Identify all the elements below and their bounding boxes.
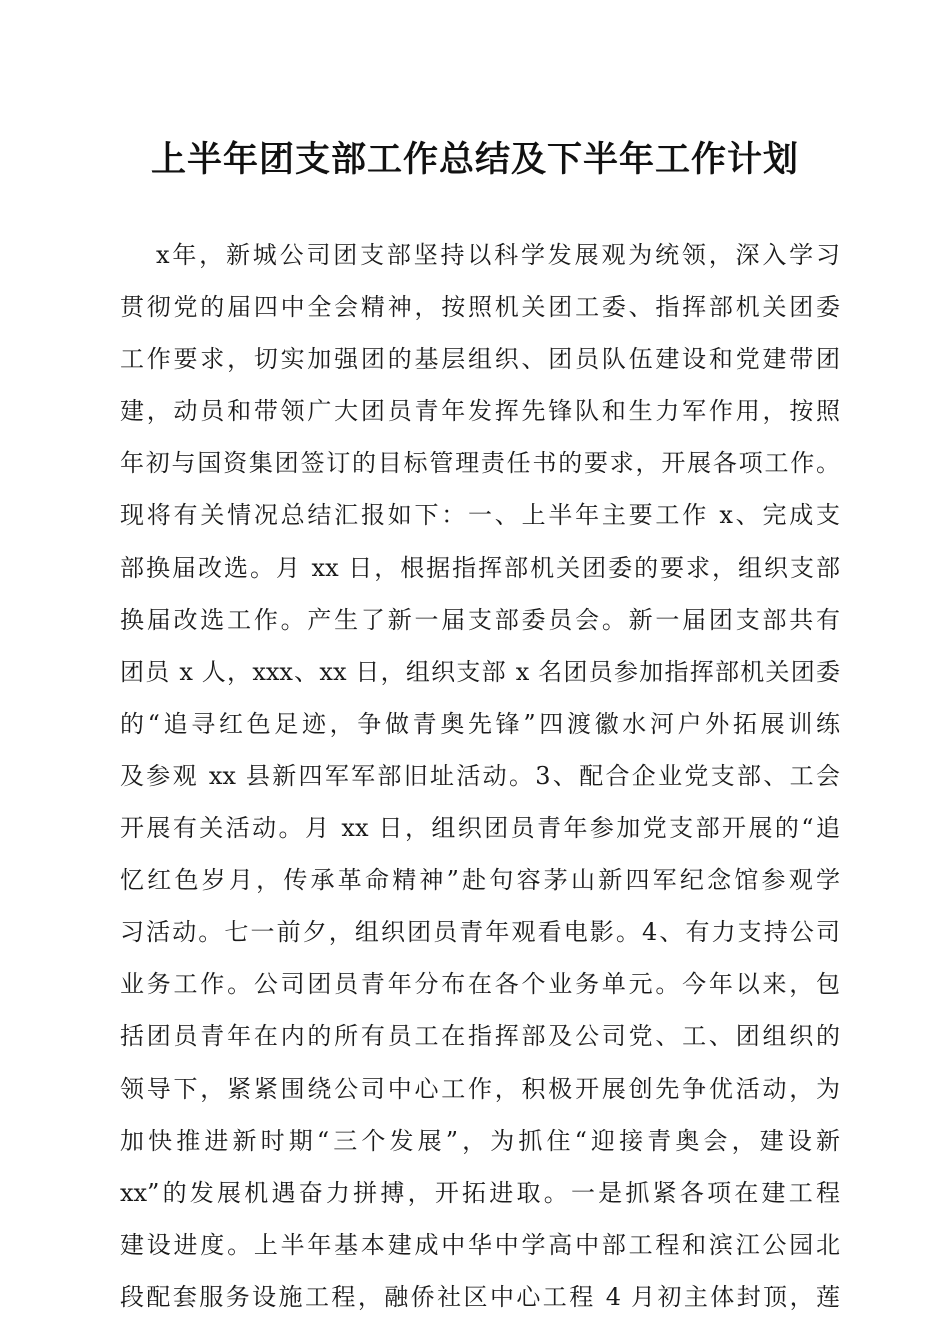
text-line: 现将有关情况总结汇报如下：一、上半年主要工作 x、完成支 [120,501,840,530]
text-line: xx”的发展机遇奋力拼搏，开拓进取。一是抓紧各项在建工程 [120,1178,840,1207]
text-line: 业务工作。公司团员青年分布在各个业务单元。今年以来，包 [120,970,840,999]
text-line: 贯彻党的届四中全会精神，按照机关团工委、指挥部机关团委 [120,293,840,322]
text-line: 忆红色岁月，传承革命精神”赴句容茅山新四军纪念馆参观学 [120,866,840,895]
text-line: 换届改选工作。产生了新一届支部委员会。新一届团支部共有 [120,605,840,634]
text-line: 括团员青年在内的所有员工在指挥部及公司党、工、团组织的 [120,1022,840,1051]
text-line: 加快推进新时期“三个发展”，为抓住“迎接青奥会，建设新 [120,1126,840,1155]
text-line: 开展有关活动。月 xx 日，组织团员青年参加党支部开展的“追 [120,814,840,843]
text-line: 的“追寻红色足迹，争做青奥先锋”四渡徽水河户外拓展训练 [120,709,840,738]
text-line: 及参观 xx 县新四军军部旧址活动。3、配合企业党支部、工会 [120,761,840,790]
text-line: 建，动员和带领广大团员青年发挥先锋队和生力军作用，按照 [120,397,840,426]
text-line: 团员 x 人，xxx、xx 日，组织支部 x 名团员参加指挥部机关团委 [120,657,840,686]
body-paragraph [120,229,840,1323]
text-line: 领导下，紧紧围绕公司中心工作，积极开展创先争优活动，为 [120,1074,840,1103]
document-title: 上半年团支部工作总结及下半年工作计划 [150,139,799,180]
text-line: 部换届改选。月 xx 日，根据指挥部机关团委的要求，组织支部 [120,553,840,582]
text-line: x年，新城公司团支部坚持以科学发展观为统领，深入学习 [156,241,840,269]
text-line: 建设进度。上半年基本建成中华中学高中部工程和滨江公园北 [120,1230,840,1259]
text-line: 工作要求，切实加强团的基层组织、团员队伍建设和党建带团 [120,345,840,374]
text-line: 年初与国资集团签订的目标管理责任书的要求，开展各项工作。 [120,449,840,478]
text-line: 段配套服务设施工程，融侨社区中心工程 4 月初主体封顶，莲 [120,1282,840,1311]
text-line: 习活动。七一前夕，组织团员青年观看电影。4、有力支持公司 [120,918,840,947]
